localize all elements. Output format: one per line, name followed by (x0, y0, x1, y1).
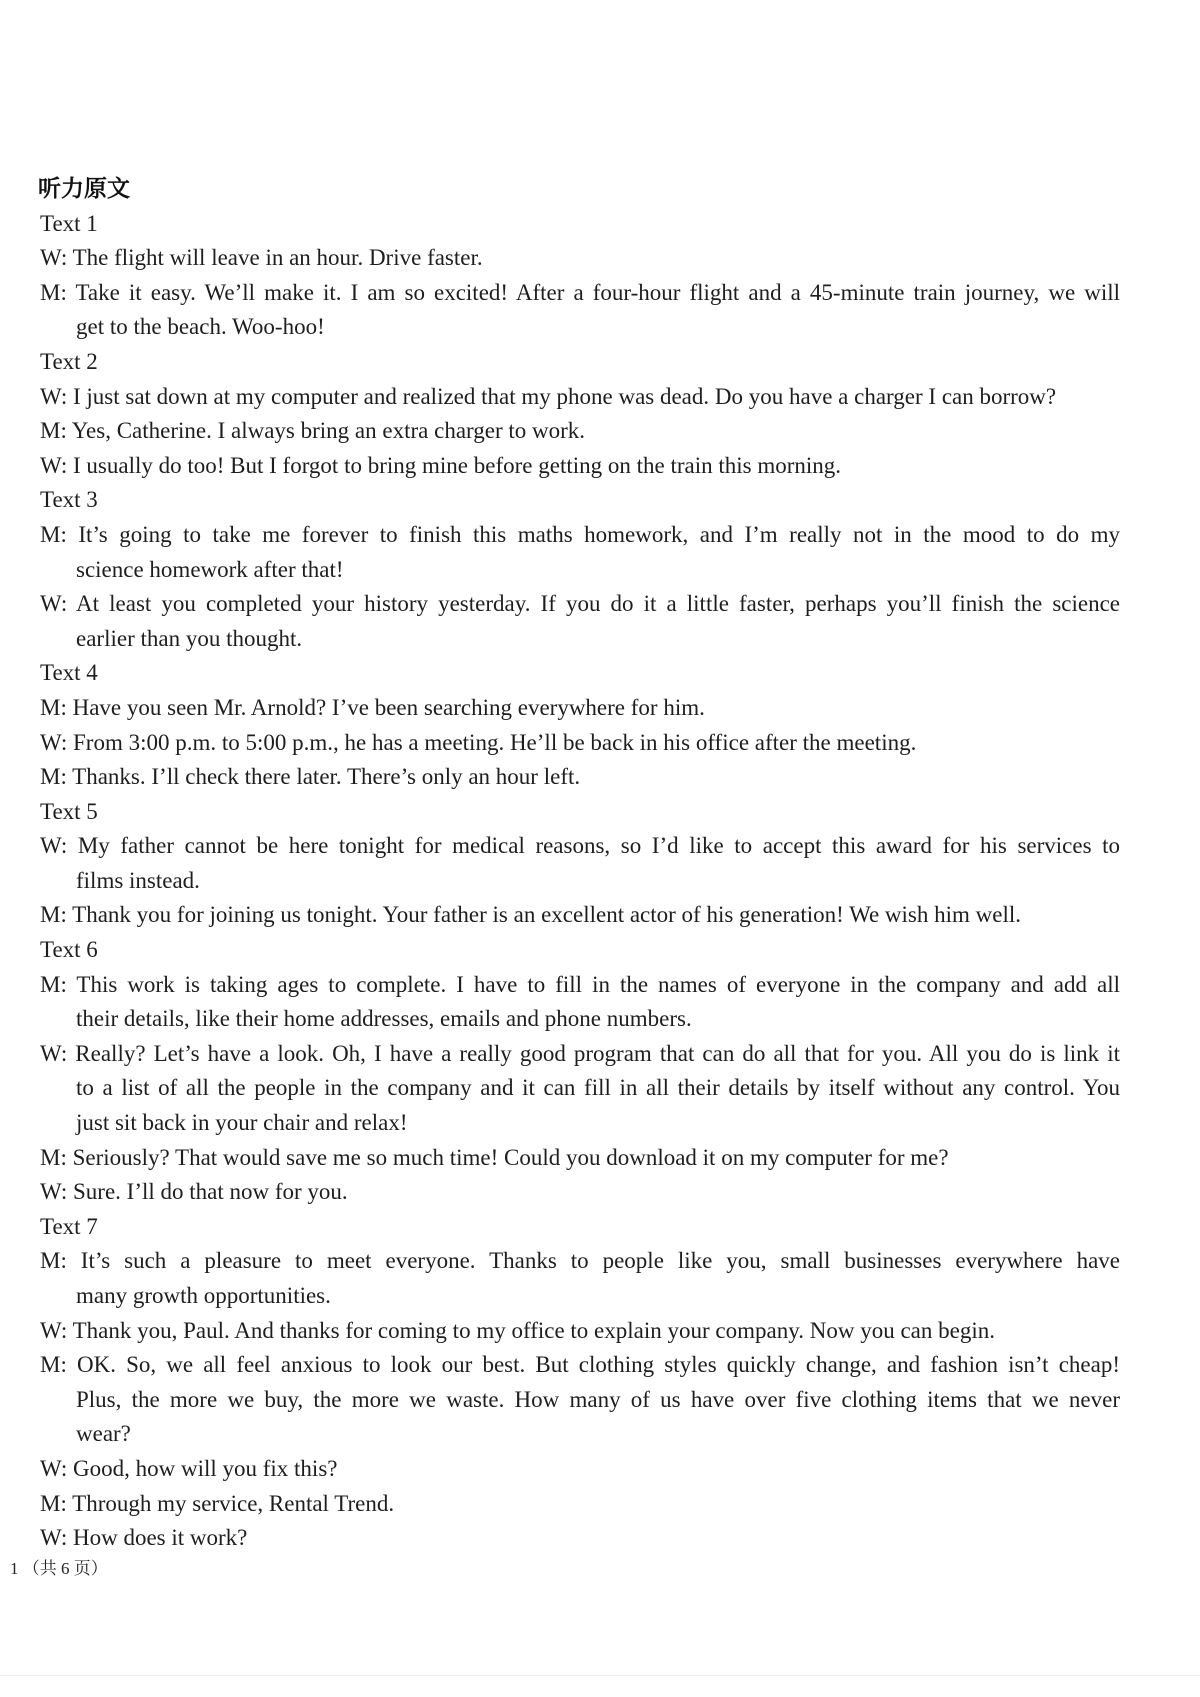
dialogue-turn (40, 1141, 1120, 1176)
dialogue-line: get to the beach. Woo-hoo! (76, 314, 325, 340)
dialogue-line: M: This work is taking ages to complete. I have to fill in the names of everyone in the company and add all (40, 971, 1120, 997)
dialogue-line: M: OK. So, we all feel anxious to look our best. But clothing styles quickly change, and fashion isn’t cheap! (40, 1352, 1120, 1378)
dialogue-turn (40, 691, 1120, 726)
dialogue-line: M: Thank you for joining us tonight. Your father is an excellent actor of his generation! We wish him well. (40, 902, 1022, 928)
dialogue-line: W: The flight will leave in an hour. Drive faster. (40, 245, 483, 271)
dialogue-line: W: I just sat down at my computer and realized that my phone was dead. Do you have a charger I can borrow? (40, 383, 1057, 409)
section-label: Text 6 (40, 937, 98, 963)
section-label: Text 5 (40, 798, 98, 824)
dialogue-line: W: I usually do too! But I forgot to bring mine before getting on the train this morning. (40, 452, 842, 478)
dialogue-line: science homework after that! (76, 556, 344, 582)
dialogue-turn (40, 760, 1120, 795)
scan-edge-line (0, 1675, 1200, 1676)
dialogue-line: W: Good, how will you fix this? (40, 1455, 338, 1481)
dialogue-turn (40, 1244, 1120, 1313)
section-label: Text 1 (40, 210, 98, 236)
dialogue-turn (40, 449, 1120, 484)
dialogue-turn (40, 518, 1120, 587)
dialogue-turn (40, 1487, 1120, 1522)
text-section (40, 656, 1120, 794)
page-number: 1 （共 6 页） (10, 1559, 108, 1578)
dialogue-line: M: It’s going to take me forever to finish this maths homework, and I’m really not in the mood to do my (40, 521, 1120, 547)
dialogue-line: M: Have you seen Mr. Arnold? I’ve been searching everywhere for him. (40, 694, 705, 720)
dialogue-line: to a list of all the people in the company and it can fill in all their details by itself without any control. You (76, 1075, 1120, 1101)
dialogue-line: their details, like their home addresses, emails and phone numbers. (76, 1006, 692, 1032)
dialogue-line: W: Thank you, Paul. And thanks for coming to my office to explain your company. Now you can begin. (40, 1317, 995, 1343)
dialogue-line: M: Thanks. I’ll check there later. There’s only an hour left. (40, 764, 581, 790)
section-label: Text 4 (40, 660, 98, 686)
dialogue-turn (40, 241, 1120, 276)
dialogue-turn (40, 1037, 1120, 1141)
dialogue-turn (40, 968, 1120, 1037)
dialogue-turn (40, 587, 1120, 656)
dialogue-line: M: Yes, Catherine. I always bring an extra charger to work. (40, 418, 586, 444)
dialogue-turn (40, 1452, 1120, 1487)
dialogue-line: W: At least you completed your history yesterday. If you do it a little faster, perhaps you’ll finish the science (40, 591, 1120, 617)
dialogue-turn (40, 1521, 1120, 1556)
text-section (40, 933, 1120, 1210)
text-section (40, 345, 1120, 483)
dialogue-line: W: From 3:00 p.m. to 5:00 p.m., he has a meeting. He’ll be back in his office after the meeting. (40, 729, 917, 755)
dialogue-line: earlier than you thought. (76, 625, 303, 651)
text-section (40, 795, 1120, 933)
dialogue-line: M: Seriously? That would save me so much time! Could you download it on my computer for me? (40, 1144, 949, 1170)
dialogue-turn (40, 1314, 1120, 1349)
dialogue-line: W: My father cannot be here tonight for medical reasons, so I’d like to accept this award for his services to (40, 833, 1120, 859)
text-section (40, 1210, 1120, 1556)
text-section (40, 483, 1120, 656)
dialogue-line: just sit back in your chair and relax! (76, 1110, 408, 1136)
dialogue-turn (40, 1175, 1120, 1210)
dialogue-turn (40, 276, 1120, 345)
dialogue-line: M: Through my service, Rental Trend. (40, 1490, 395, 1516)
section-label: Text 3 (40, 487, 98, 513)
dialogue-turn (40, 898, 1120, 933)
listening-transcript (40, 207, 1120, 1556)
dialogue-line: W: How does it work? (40, 1525, 248, 1551)
dialogue-turn (40, 726, 1120, 761)
dialogue-turn (40, 414, 1120, 449)
dialogue-turn (40, 829, 1120, 898)
section-label: Text 2 (40, 348, 98, 374)
dialogue-line: W: Sure. I’ll do that now for you. (40, 1179, 348, 1205)
section-label: Text 7 (40, 1213, 98, 1239)
dialogue-line: M: It’s such a pleasure to meet everyone. Thanks to people like you, small businesses everywhere have (40, 1248, 1120, 1274)
dialogue-line: many growth opportunities. (76, 1283, 331, 1308)
dialogue-line: W: Really? Let’s have a look. Oh, I have a really good program that can do all that for you. All you do is link it (40, 1040, 1120, 1066)
dialogue-line: wear? (76, 1421, 131, 1447)
dialogue-turn (40, 1348, 1120, 1452)
page-title: 听力原文 (38, 176, 130, 202)
dialogue-turn (40, 380, 1120, 415)
text-section (40, 207, 1120, 345)
dialogue-line: M: Take it easy. We’ll make it. I am so excited! After a four-hour flight and a 45-minute train journey, we will (40, 279, 1120, 305)
dialogue-line: films instead. (76, 867, 200, 893)
dialogue-line: Plus, the more we buy, the more we waste. How many of us have over five clothing items that we never (76, 1386, 1120, 1412)
